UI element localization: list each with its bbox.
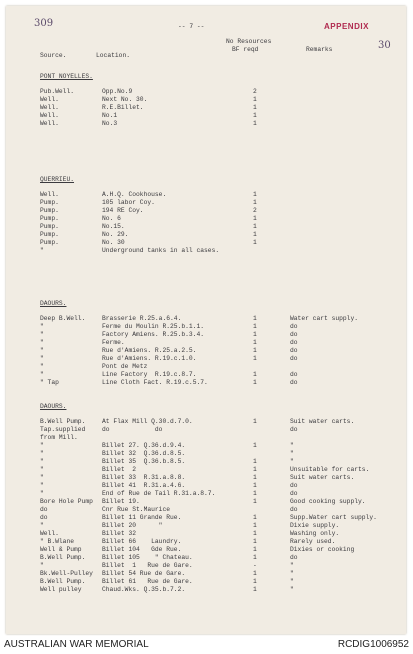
section-title: PONT NOYELLES. — [40, 73, 93, 80]
header-source: Source. — [40, 52, 67, 59]
header-location: Location. — [96, 52, 131, 59]
row-remarks: do — [290, 371, 298, 378]
row-location: Billet 32 Q.36.d.8.5. — [102, 450, 186, 457]
row-remarks: Dixies or cooking — [290, 546, 355, 553]
footer-credit: AUSTRALIAN WAR MEMORIAL — [4, 639, 149, 650]
row-location: Opp.No.9 — [102, 88, 133, 95]
appendix-stamp: APPENDIX — [324, 22, 369, 31]
row-source: Pump. — [40, 207, 59, 214]
row-location: Billet 2 — [102, 466, 137, 473]
row-source: " — [40, 347, 44, 354]
row-source: Well. — [40, 96, 59, 103]
row-location: Line Factory R.19.c.8.7. — [102, 371, 197, 378]
row-remarks: do — [290, 426, 298, 433]
row-location: Billet 32 — [102, 530, 137, 537]
row-num: - — [253, 562, 257, 569]
row-remarks: do — [290, 339, 298, 346]
row-source: " — [40, 458, 44, 465]
row-location: No. 29. — [102, 231, 129, 238]
row-remarks: do — [290, 331, 298, 338]
row-num: 1 — [253, 466, 257, 473]
row-location: Billet 61 Rue de Gare. — [102, 578, 193, 585]
row-num: 1 — [253, 522, 257, 529]
row-num: 1 — [253, 458, 257, 465]
row-num: 1 — [253, 514, 257, 521]
row-source: " — [40, 247, 44, 254]
row-remarks: do — [290, 323, 298, 330]
row-source: Pump. — [40, 239, 59, 246]
row-num: 1 — [253, 231, 257, 238]
row-source: Pump. — [40, 223, 59, 230]
row-location: Next No. 30. — [102, 96, 148, 103]
row-location: Billet 27. Q.36.d.9.4. — [102, 442, 186, 449]
header-bf-reqd: BF reqd — [232, 46, 259, 53]
row-remarks: do — [290, 506, 298, 513]
row-source: " — [40, 466, 44, 473]
row-source: Tap.supplied — [40, 426, 86, 433]
row-location: Billet 19. — [102, 498, 140, 505]
row-location: No. 6 — [102, 215, 121, 222]
row-source: " — [40, 442, 44, 449]
row-num: 2 — [253, 88, 257, 95]
row-source: Well. — [40, 104, 59, 111]
row-num: 1 — [253, 323, 257, 330]
row-source: " — [40, 331, 44, 338]
row-source: Well. — [40, 112, 59, 119]
row-source: " — [40, 339, 44, 346]
row-source: Well. — [40, 120, 59, 127]
row-num: 1 — [253, 191, 257, 198]
row-remarks: do — [290, 490, 298, 497]
row-location: Brasserie R.25.a.6.4. — [102, 315, 182, 322]
row-num: 1 — [253, 474, 257, 481]
row-source: do — [40, 506, 48, 513]
row-location: Billet 35 Q.36.b.8.5. — [102, 458, 186, 465]
row-num: 1 — [253, 347, 257, 354]
row-num: 1 — [253, 104, 257, 111]
row-source: Pump. — [40, 215, 59, 222]
row-num: 1 — [253, 442, 257, 449]
row-location: Pont de Metz — [102, 363, 148, 370]
row-location: Billet 54 Rue de Gare. — [102, 570, 186, 577]
row-source: " — [40, 323, 44, 330]
row-remarks: Good cooking supply. — [290, 498, 366, 505]
row-location: A.H.Q. Cookhouse. — [102, 191, 167, 198]
row-remarks: " — [290, 562, 294, 569]
row-num: 1 — [253, 355, 257, 362]
row-source: B.Well Pump. — [40, 578, 86, 585]
row-remarks: do — [290, 347, 298, 354]
row-remarks: Water cart supply. — [290, 315, 359, 322]
row-location: No.15. — [102, 223, 125, 230]
row-source: " — [40, 474, 44, 481]
row-location: Billet 1 Rue de Gare. — [102, 562, 193, 569]
page-marker: -- 7 -- — [178, 23, 205, 30]
row-source: Well & Pump — [40, 546, 82, 553]
row-num: 1 — [253, 546, 257, 553]
row-num: 1 — [253, 112, 257, 119]
row-num: 1 — [253, 120, 257, 127]
row-source: " — [40, 450, 44, 457]
row-num: 1 — [253, 96, 257, 103]
row-source: " — [40, 355, 44, 362]
row-source: Bore Hole Pump — [40, 498, 93, 505]
row-remarks: " — [290, 578, 294, 585]
row-source: do — [40, 514, 48, 521]
row-location: Billet 104 Gde Rue. — [102, 546, 182, 553]
row-remarks: Suit water carts. — [290, 474, 355, 481]
folio-number: 309 — [34, 18, 54, 29]
row-num: 1 — [253, 554, 257, 561]
row-location: Ferme. — [102, 339, 125, 346]
row-num: 1 — [253, 215, 257, 222]
row-remarks: Supp.Water cart supply. — [290, 514, 377, 521]
row-remarks: Rarely used. — [290, 538, 336, 545]
row-location: 194 RE Coy. — [102, 207, 144, 214]
row-location: do do — [102, 426, 163, 433]
row-remarks: Unsuitable for carts. — [290, 466, 370, 473]
row-source: Pump. — [40, 199, 59, 206]
row-num: 1 — [253, 315, 257, 322]
row-location: Chaud.Wks. Q.35.b.7.2. — [102, 586, 186, 593]
row-location: No.3 — [102, 120, 118, 127]
row-location: Cnr Rue St.Maurice — [102, 506, 171, 513]
row-num: 1 — [253, 331, 257, 338]
row-source: Bk.Well-Pulley — [40, 570, 93, 577]
row-remarks: " — [290, 458, 294, 465]
row-source: B.Well Pump. — [40, 554, 86, 561]
row-remarks: do — [290, 379, 298, 386]
header-no-resources: No Resources — [226, 38, 272, 45]
row-num: 1 — [253, 223, 257, 230]
row-remarks: Dixie supply. — [290, 522, 340, 529]
section-title: QUERRIEU. — [40, 176, 75, 183]
row-remarks: Washing only. — [290, 530, 340, 537]
row-source: " — [40, 562, 44, 569]
row-source: B.Well Pump. — [40, 418, 86, 425]
row-location: Factory Amiens. R.25.b.3.4. — [102, 331, 205, 338]
row-remarks: " — [290, 586, 294, 593]
row-source: " — [40, 522, 44, 529]
section-title: DAOURS. — [40, 300, 67, 307]
row-location: End of Rue de Tail R.31.a.8.7. — [102, 490, 216, 497]
row-num: 1 — [253, 418, 257, 425]
row-num: 1 — [253, 498, 257, 505]
row-num: 1 — [253, 371, 257, 378]
row-num: 1 — [253, 339, 257, 346]
archive-footer — [0, 636, 413, 654]
row-num: 1 — [253, 490, 257, 497]
row-num: 1 — [253, 482, 257, 489]
row-source: " B.Wlane — [40, 538, 75, 545]
row-source: Well pulley — [40, 586, 82, 593]
row-source: Well. — [40, 191, 59, 198]
row-location: Billet 11 Grande Rue. — [102, 514, 182, 521]
row-location: Billet 41 R.31.a.4.6. — [102, 482, 186, 489]
row-remarks: do — [290, 355, 298, 362]
row-source: " — [40, 371, 44, 378]
row-source: Well. — [40, 530, 59, 537]
row-num: 1 — [253, 538, 257, 545]
row-location: Billet 33 R.31.a.8.8. — [102, 474, 186, 481]
row-num: 1 — [253, 379, 257, 386]
row-source: " — [40, 363, 44, 370]
row-source: " Tap — [40, 379, 59, 386]
row-num: 2 — [253, 207, 257, 214]
row-location: Rue d'Amiens. R.19.c.1.0. — [102, 355, 197, 362]
footer-id: RCDIG1006952 — [337, 639, 409, 650]
row-location: 105 labor Coy. — [102, 199, 155, 206]
row-num: 1 — [253, 586, 257, 593]
row-remarks: " — [290, 450, 294, 457]
row-source: " — [40, 482, 44, 489]
row-remarks: Suit water carts. — [290, 418, 355, 425]
row-location: At Flax Mill Q.30.d.7.0. — [102, 418, 193, 425]
row-location: No. 30 — [102, 239, 125, 246]
row-source: Pub.Well. — [40, 88, 75, 95]
row-num: 1 — [253, 199, 257, 206]
section-title: DAOURS. — [40, 403, 67, 410]
header-remarks: Remarks — [306, 46, 333, 53]
row-location: Billet 20 " — [102, 522, 163, 529]
row-location: R.E.Billet. — [102, 104, 144, 111]
row-location: Billet 66 Laundry. — [102, 538, 182, 545]
row-remarks: " — [290, 570, 294, 577]
row-source: from Mill. — [40, 434, 78, 441]
row-location: Rue d'Amiens. R.25.a.2.5. — [102, 347, 197, 354]
document-page — [6, 6, 406, 634]
row-num: 1 — [253, 239, 257, 246]
row-location: Ferme du Moulin R.25.b.1.1. — [102, 323, 205, 330]
row-num: 1 — [253, 578, 257, 585]
row-source: Pump. — [40, 231, 59, 238]
row-num: 1 — [253, 570, 257, 577]
row-source: Deep B.Well. — [40, 315, 86, 322]
row-location: No.1 — [102, 112, 118, 119]
row-remarks: do — [290, 554, 298, 561]
appendix-number: 30 — [378, 40, 391, 51]
row-location: Underground tanks in all cases. — [102, 247, 220, 254]
row-location: Billet 105 " Chateau. — [102, 554, 193, 561]
row-num: 1 — [253, 530, 257, 537]
row-location: Line Cloth Fact. R.19.c.5.7. — [102, 379, 208, 386]
row-source: " — [40, 490, 44, 497]
row-remarks: do — [290, 482, 298, 489]
row-remarks: " — [290, 442, 294, 449]
